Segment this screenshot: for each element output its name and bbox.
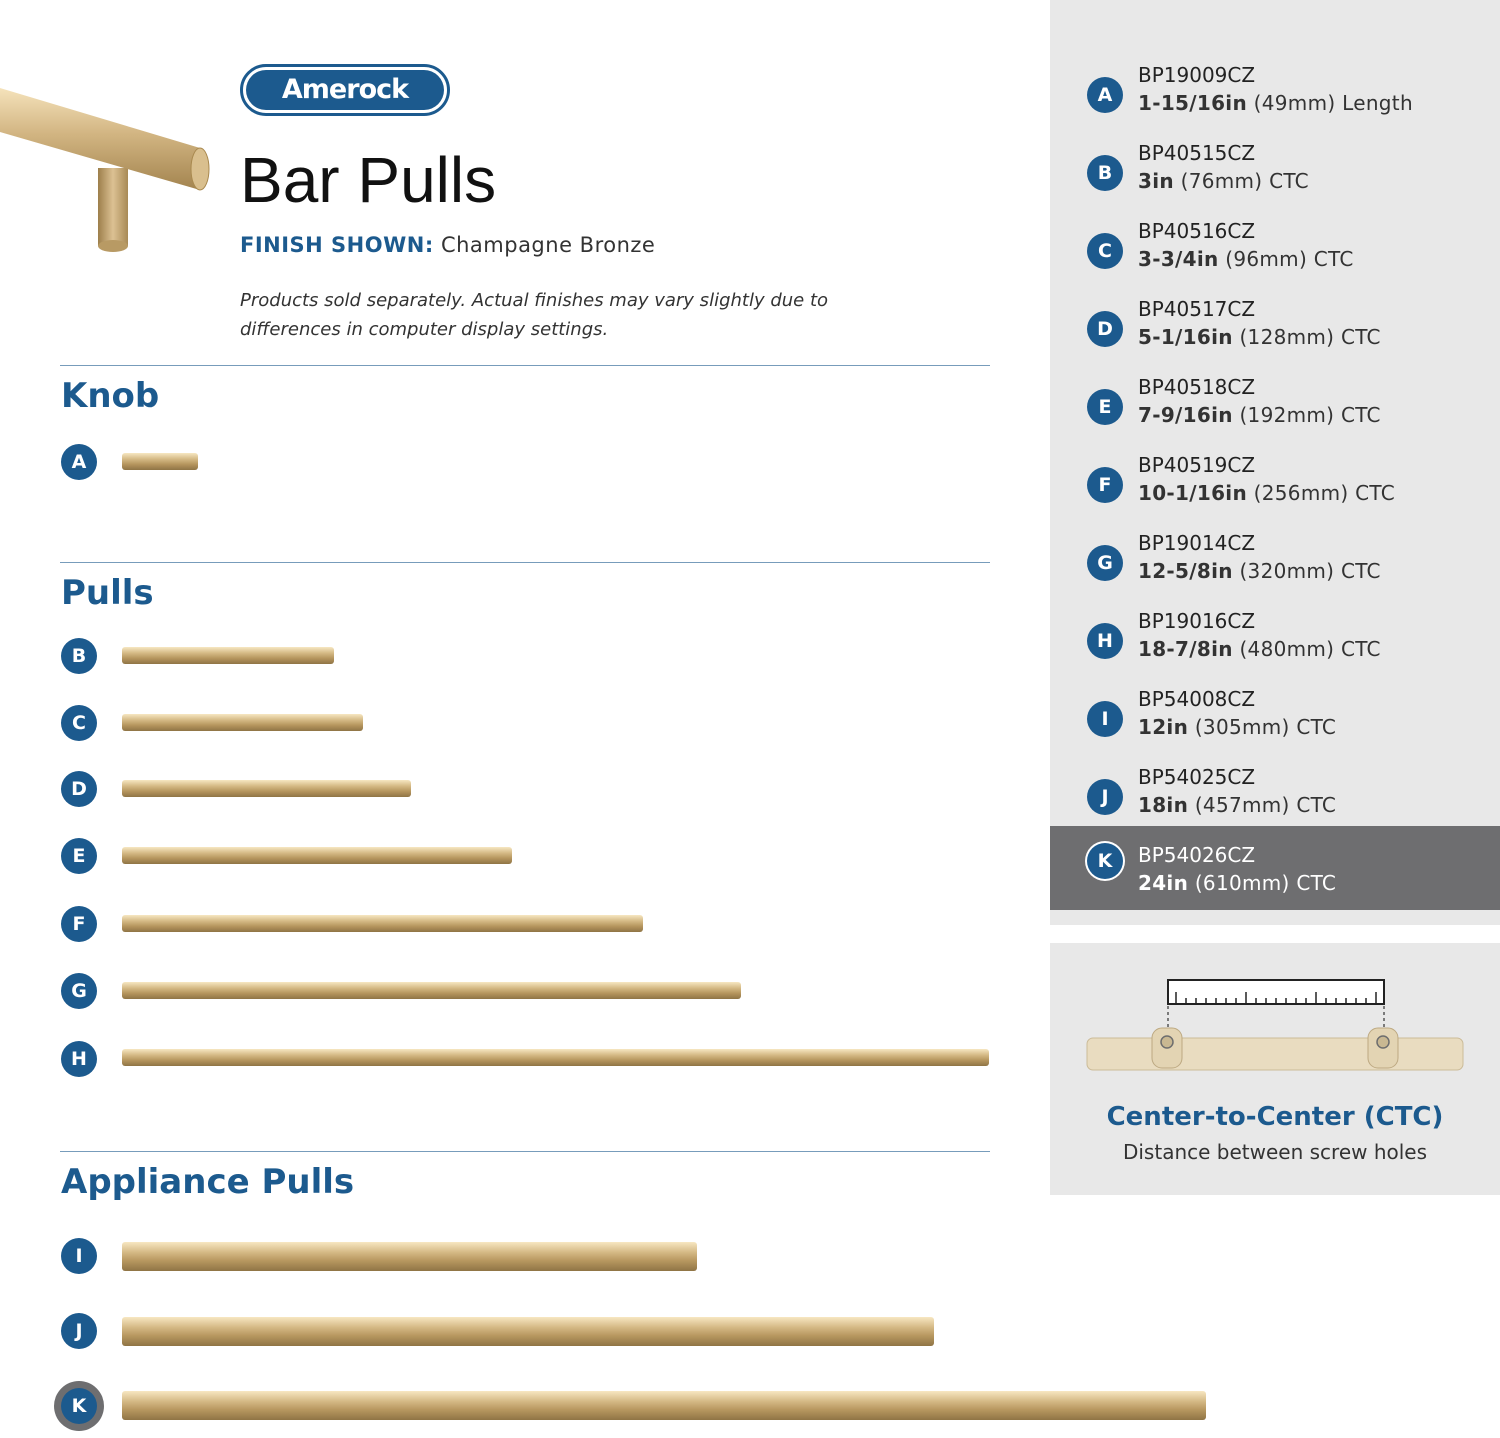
badge-k: K bbox=[61, 1388, 97, 1424]
pull-bar-g bbox=[122, 982, 741, 999]
finish-value: Champagne Bronze bbox=[440, 233, 656, 257]
product-badge: E bbox=[1087, 389, 1123, 425]
badge-f: F bbox=[61, 906, 97, 942]
product-sku: BP54025CZ bbox=[1138, 765, 1256, 789]
appliance-bar-i bbox=[122, 1242, 697, 1271]
finish-shown bbox=[240, 232, 655, 258]
product-badge: K bbox=[1087, 843, 1123, 879]
product-badge: D bbox=[1087, 311, 1123, 347]
section-divider bbox=[60, 365, 990, 366]
product-sku: BP54026CZ bbox=[1138, 843, 1256, 867]
product-dimension: 18in (457mm) CTC bbox=[1138, 793, 1337, 817]
product-dimension: 3-3/4in (96mm) CTC bbox=[1138, 247, 1354, 271]
pull-bar-c bbox=[122, 714, 363, 731]
product-dimension: 5-1/16in (128mm) CTC bbox=[1138, 325, 1381, 349]
product-sku: BP40518CZ bbox=[1138, 375, 1256, 399]
page-title: Bar Pulls bbox=[240, 144, 497, 216]
ctc-title: Center-to-Center (CTC) bbox=[1106, 1102, 1444, 1132]
product-dimension: 1-15/16in (49mm) Length bbox=[1138, 91, 1413, 115]
product-dimension: 7-9/16in (192mm) CTC bbox=[1138, 403, 1381, 427]
product-badge: A bbox=[1087, 77, 1123, 113]
product-badge: B bbox=[1087, 155, 1123, 191]
product-badge: J bbox=[1087, 779, 1123, 815]
screw-hole-left bbox=[1161, 1036, 1173, 1048]
appliance-bar-k bbox=[122, 1391, 1206, 1420]
product-sku: BP19014CZ bbox=[1138, 531, 1256, 555]
product-row-c bbox=[1050, 217, 1500, 295]
pull-bar-d bbox=[122, 780, 411, 797]
product-badge: H bbox=[1087, 623, 1123, 659]
product-row-h bbox=[1050, 607, 1500, 685]
badge-b: B bbox=[61, 638, 97, 674]
product-sku: BP19009CZ bbox=[1138, 63, 1256, 87]
product-row-a bbox=[1050, 61, 1500, 139]
product-row-d bbox=[1050, 295, 1500, 373]
product-badge: C bbox=[1087, 233, 1123, 269]
bar-silhouette bbox=[1087, 1038, 1463, 1070]
badge-g: G bbox=[61, 973, 97, 1009]
amerock-logo: Amerock bbox=[240, 64, 450, 116]
disclaimer-note: Products sold separately. Actual finishes may vary slightly due to differences in computer display settings. bbox=[240, 290, 829, 340]
screw-hole-right bbox=[1377, 1036, 1389, 1048]
product-sku: BP40519CZ bbox=[1138, 453, 1256, 477]
badge-c: C bbox=[61, 705, 97, 741]
section-divider bbox=[60, 562, 990, 563]
badge-e: E bbox=[61, 838, 97, 874]
product-sku: BP19016CZ bbox=[1138, 609, 1256, 633]
product-sku: BP40515CZ bbox=[1138, 141, 1256, 165]
product-badge: I bbox=[1087, 701, 1123, 737]
pull-bar-f bbox=[122, 915, 643, 932]
pull-bar-h bbox=[122, 1049, 989, 1066]
section-title-appliance-pulls: Appliance Pulls bbox=[61, 1162, 355, 1202]
ctc-subtitle: Distance between screw holes bbox=[1122, 1140, 1428, 1164]
badge-j: J bbox=[61, 1313, 97, 1349]
product-sku: BP40517CZ bbox=[1138, 297, 1256, 321]
badge-i: I bbox=[61, 1238, 97, 1274]
product-dimension: 10-1/16in (256mm) CTC bbox=[1138, 481, 1396, 505]
section-title-pulls: Pulls bbox=[61, 573, 154, 613]
product-row-k-highlighted bbox=[1050, 826, 1500, 910]
product-row-b bbox=[1050, 139, 1500, 217]
product-dimension: 18-7/8in (480mm) CTC bbox=[1138, 637, 1381, 661]
product-sku: BP54008CZ bbox=[1138, 687, 1256, 711]
badge-h: H bbox=[61, 1041, 97, 1077]
product-dimension: 12in (305mm) CTC bbox=[1138, 715, 1337, 739]
finish-label: FINISH SHOWN: bbox=[240, 233, 434, 257]
product-dimension: 12-5/8in (320mm) CTC bbox=[1138, 559, 1381, 583]
appliance-bar-j bbox=[122, 1317, 934, 1346]
hero-bar-pull-image bbox=[0, 80, 215, 260]
badge-a: A bbox=[61, 444, 97, 480]
knob-bar-a bbox=[122, 453, 198, 470]
section-divider bbox=[60, 1151, 990, 1152]
product-row-g bbox=[1050, 529, 1500, 607]
product-row-e bbox=[1050, 373, 1500, 451]
product-row-i bbox=[1050, 685, 1500, 763]
section-title-knob: Knob bbox=[61, 376, 160, 416]
product-badge: G bbox=[1087, 545, 1123, 581]
ctc-diagram bbox=[1080, 972, 1470, 1072]
badge-d: D bbox=[61, 771, 97, 807]
product-badge: F bbox=[1087, 467, 1123, 503]
product-dimension: 3in (76mm) CTC bbox=[1138, 169, 1309, 193]
pull-bar-b bbox=[122, 647, 334, 664]
product-row-f bbox=[1050, 451, 1500, 529]
product-dimension: 24in (610mm) CTC bbox=[1138, 871, 1337, 895]
product-sku: BP40516CZ bbox=[1138, 219, 1256, 243]
pull-bar-e bbox=[122, 847, 512, 864]
